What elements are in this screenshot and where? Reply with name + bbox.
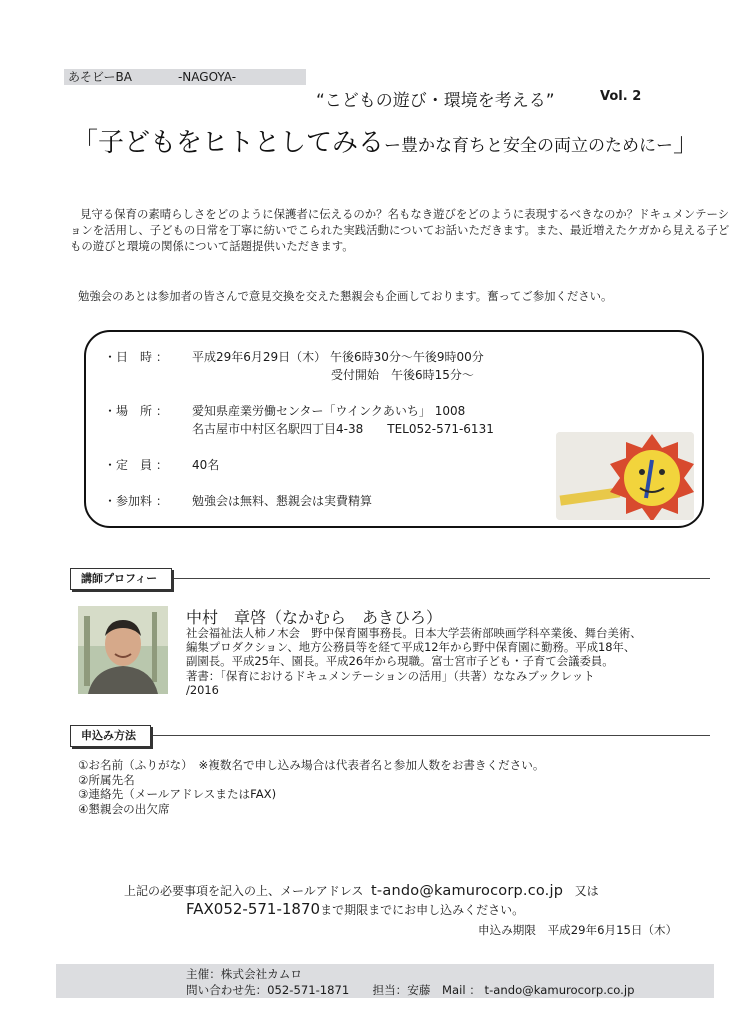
title-close: 」 — [673, 128, 700, 158]
bio-line: 社会福祉法人柿ノ木会 野中保育園事務長。日本大学芸術部映画学科卒業後、舞台美術、 — [186, 626, 642, 640]
application-deadline: 申込み期限 平成29年6月15日（木） — [478, 923, 678, 937]
datetime-label: ・日 時 ： — [104, 350, 168, 364]
fee-label: ・参加料 ： — [104, 494, 168, 508]
application-section-label: 申込み方法 — [70, 725, 151, 747]
application-divider — [70, 735, 710, 736]
intro-paragraph: 見守る保育の素晴らしさをどのように保護者に伝えるのか？名もなき遊びをどのように表現するべきなのか？ドキュメンテーションを活用し、子どもの日常を丁寧に紡いでこられた実践活動についてお話いただきます。また、最近増えたケガから見える子どもの遊びと環境の関係について話題提供いただきます。 — [70, 207, 730, 253]
fax-instruction: まで期限までにお申し込みください。 — [320, 903, 525, 917]
contact-email-link[interactable]: t-ando@kamurocorp.co.jp — [371, 883, 564, 899]
place-value: 愛知県産業労働センター「ウインクあいち」 1008 — [192, 404, 466, 418]
application-item: ④懇親会の出欠席 — [78, 801, 170, 816]
page-title — [72, 122, 699, 159]
volume-number: Vol. 2 — [600, 89, 642, 104]
lecturer-portrait — [78, 606, 168, 694]
bio-line: 編集プロダクション、地方公務員等を経て平成12年から野中保育園に勤務。平成18年、 — [186, 640, 636, 655]
place-row — [104, 402, 465, 419]
application-items — [78, 758, 544, 816]
footer-inquiry: 問い合わせ先：052-571-1871 担当：安藤 Mail ： t-ando@kamurocorp.co.jp — [186, 983, 635, 997]
toy-sun-photo — [556, 432, 694, 520]
datetime-value: 平成29年6月29日（木） 午後6時30分～午後9時00分 — [192, 350, 484, 364]
contact-line-fax — [186, 900, 524, 918]
capacity-value: 40名 — [192, 458, 220, 472]
profile-section-label: 講師プロフィー — [70, 568, 172, 590]
contact-line-email — [124, 882, 599, 899]
address: 名古屋市中村区名駅四丁目4-38 TEL052-571-6131 — [192, 422, 494, 436]
reception-time: 受付開始 午後6時15分～ — [331, 368, 474, 382]
contact-or: 又は — [574, 884, 599, 898]
lecturer-name: 中村 章啓（なかむら あきひろ） — [186, 608, 443, 627]
fax-label: FAX — [186, 900, 214, 918]
city-name: -NAGOYA- — [177, 70, 237, 84]
lecturer-bio — [186, 626, 716, 697]
capacity-row — [104, 456, 219, 473]
application-item: ③連絡先（メールアドレスまたはFAX) — [78, 787, 277, 801]
bio-line: /2016 — [186, 682, 219, 697]
header-banner — [64, 69, 306, 85]
bio-line: 副園長。平成25年、園長。平成26年から現職。富士宮市子ども・子育て会議委員。 — [186, 654, 614, 669]
title-subtitle: ー豊かな育ちと安全の両立のためにー — [384, 136, 674, 156]
footer-organizer: 主催：株式会社カムロ — [186, 967, 302, 981]
sun-toy-illustration — [556, 432, 694, 520]
fee-row — [104, 492, 372, 509]
fee-value: 勉強会は無料、懇親会は実費精算 — [192, 494, 373, 508]
place-label: ・場 所 ： — [104, 404, 168, 418]
application-item: ②所属先名 — [78, 772, 135, 787]
social-paragraph: 勉強会のあとは参加者の皆さんで意見交換を交えた懇親会も企画しております。奮ってご参加ください。 — [78, 289, 613, 303]
application-item: ①お名前（ふりがな） ※複数名で申し込み場合は代表者名と参加人数をお書きください。 — [78, 758, 545, 772]
series-title: “こどもの遊び・環境を考える” — [316, 91, 555, 111]
title-main: 「子どもをヒトとしてみる — [72, 128, 385, 158]
bio-line: 著書：「保育におけるドキュメンテーションの活用」（共著）ななみブックレット — [186, 668, 595, 683]
fax-number: 052-571-1870 — [213, 900, 321, 918]
portrait-illustration — [78, 606, 168, 694]
datetime-row — [104, 348, 484, 365]
org-name: あそビーBA — [68, 70, 132, 84]
contact-instruction: 上記の必要事項を記入の上、メールアドレス — [124, 884, 364, 898]
capacity-label: ・定 員 ： — [104, 458, 168, 472]
